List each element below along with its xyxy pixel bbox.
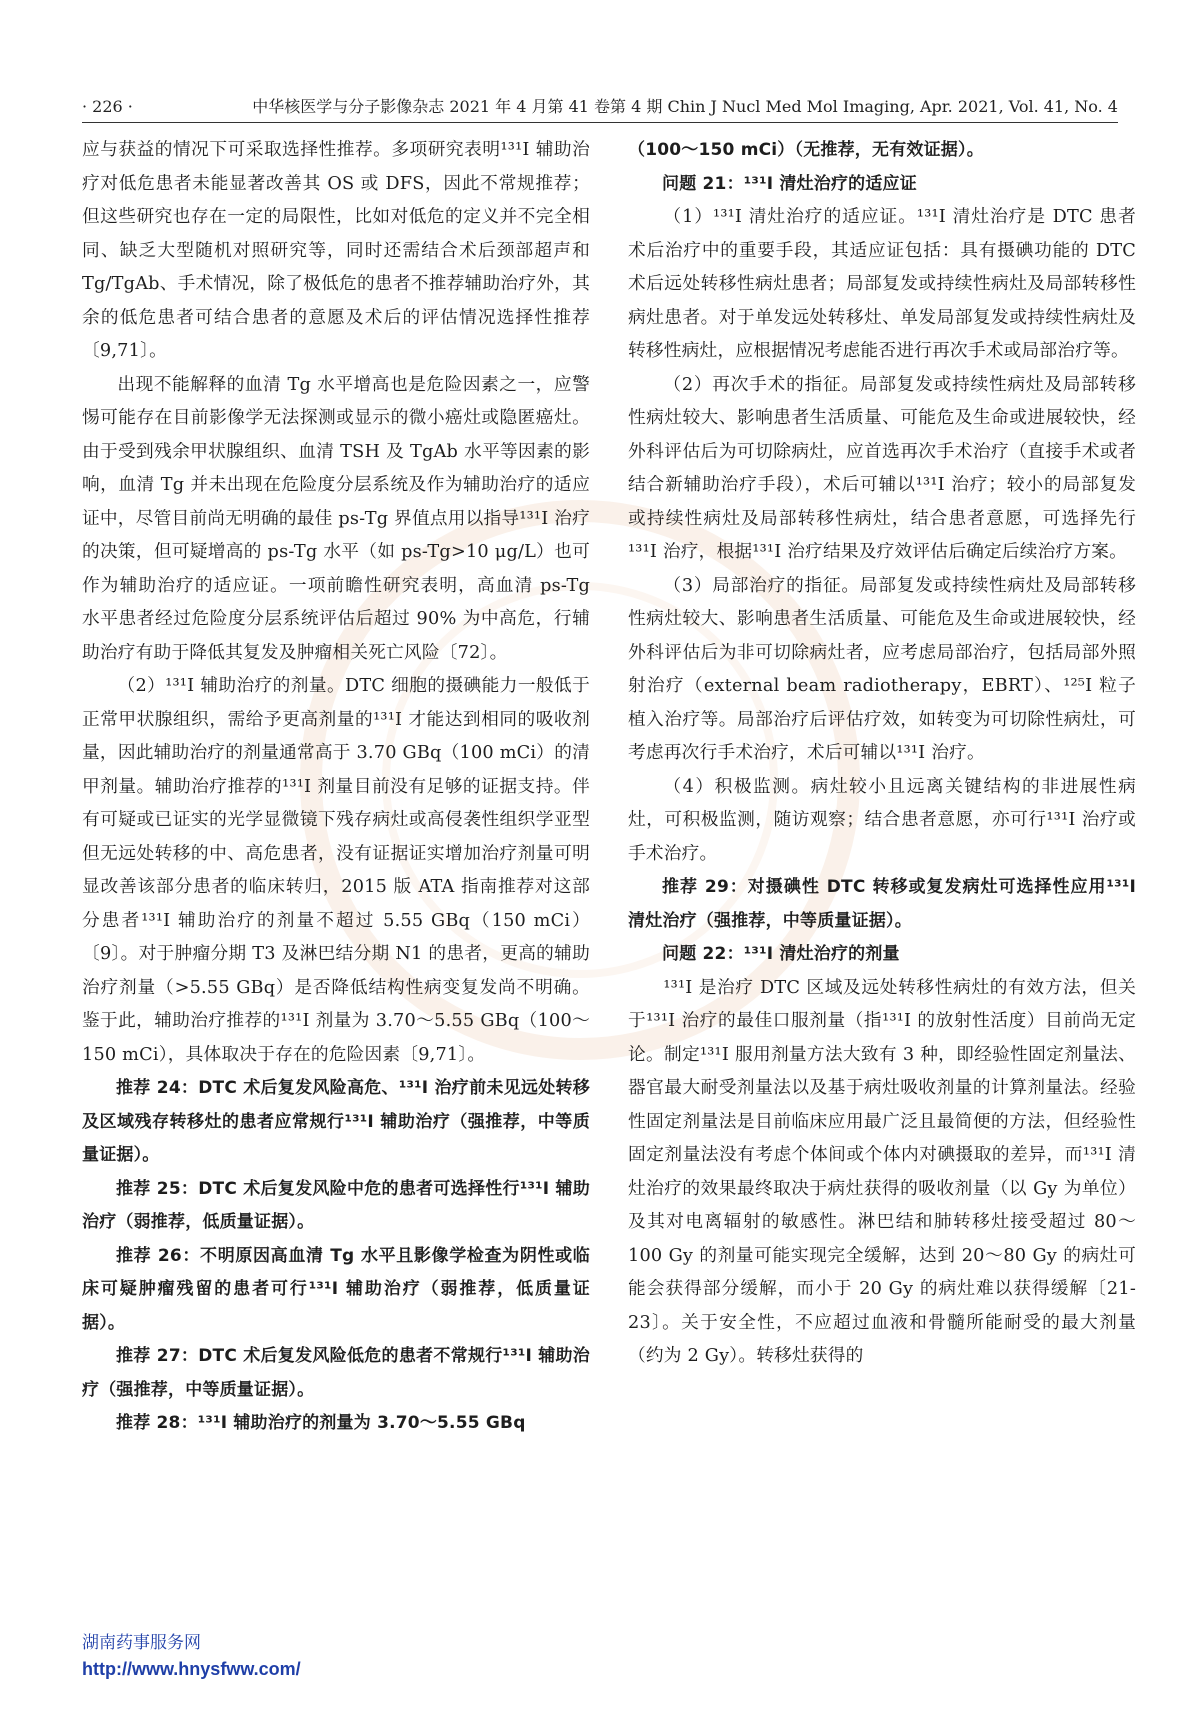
right-column xyxy=(628,134,1136,1374)
recommendation-29: 推荐 29：对摄碘性 DTC 转移或复发病灶可选择性应用¹³¹I 清灶治疗（强推荐，中等质量证据）。 xyxy=(628,877,1136,931)
paragraph: （1）¹³¹I 清灶治疗的适应证。¹³¹I 清灶治疗是 DTC 患者术后治疗中的重要手段，其适应证包括：具有摄碘功能的 DTC 术后远处转移性病灶患者；局部复发或持续性病灶及局部转移性病灶患者。对于单发远处转移灶、单发局部复发或持续性病灶及转移性病灶，应根据情况考虑能否进行再次手术或局部治疗等。 xyxy=(628,207,1136,361)
header-rule xyxy=(82,122,1118,123)
page-number: · 226 · xyxy=(82,97,133,116)
paragraph: 应与获益的情况下可采取选择性推荐。多项研究表明¹³¹I 辅助治疗对低危患者未能显著改善其 OS 或 DFS，因此不常规推荐；但这些研究也存在一定的局限性，比如对低危的定义并不完全相同、缺乏大型随机对照研究等，同时还需结合术后颈部超声和 Tg/TgAb、手术情况，除了极低危的患者不推荐辅助治疗外，其余的低危患者可结合患者的意愿及术后的评估情况选择性推荐〔9,71〕。 xyxy=(82,140,590,361)
paragraph: （2）¹³¹I 辅助治疗的剂量。DTC 细胞的摄碘能力一般低于正常甲状腺组织，需给予更高剂量的¹³¹I 才能达到相同的吸收剂量，因此辅助治疗的剂量通常高于 3.70 GBq（100 mCi）的清甲剂量。辅助治疗推荐的¹³¹I 剂量目前没有足够的证据支持。伴有可疑或已证实的光学显微镜下残存病灶或高侵袭性组织学亚型但无远处转移的中、高危患者，没有证据证实增加治疗剂量可明显改善该部分患者的临床转归，2015 版 ATA 指南推荐对这部分患者¹³¹I 辅助治疗的剂量不超过 5.55 GBq（150 mCi）〔9〕。对于肿瘤分期 T3 及淋巴结分期 N1 的患者，更高的辅助治疗剂量（>5.55 GBq）是否降低结构性病变复发尚不明确。鉴于此，辅助治疗推荐的¹³¹I 剂量为 3.70～5.55 GBq（100～150 mCi），具体取决于存在的危险因素〔9,71〕。 xyxy=(82,676,590,1065)
page-header xyxy=(82,96,1118,120)
left-column xyxy=(82,134,590,1441)
paragraph: （2）再次手术的指征。局部复发或持续性病灶及局部转移性病灶较大、影响患者生活质量、可能危及生命或进展较快，经外科评估后为可切除病灶，应首选再次手术治疗（直接手术或者结合新辅助治疗手段），术后可辅以¹³¹I 治疗；较小的局部复发或持续性病灶及局部转移性病灶，结合患者意愿，可选择先行¹³¹I 治疗，根据¹³¹I 治疗结果及疗效评估后确定后续治疗方案。 xyxy=(628,374,1136,562)
question-22-heading: 问题 22：¹³¹I 清灶治疗的剂量 xyxy=(662,944,900,964)
paragraph: （4）积极监测。病灶较小且远离关键结构的非进展性病灶，可积极监测，随访观察；结合患者意愿，亦可行¹³¹I 治疗或手术治疗。 xyxy=(628,776,1136,864)
recommendation-26: 推荐 26：不明原因高血清 Tg 水平且影像学检查为阴性或临床可疑肿瘤残留的患者可行¹³¹I 辅助治疗（弱推荐，低质量证据）。 xyxy=(82,1245,590,1333)
recommendation-24: 推荐 24：DTC 术后复发风险高危、¹³¹I 治疗前未见远处转移及区域残存转移灶的患者应常规行¹³¹I 辅助治疗（强推荐，中等质量证据）。 xyxy=(82,1078,590,1165)
site-footer xyxy=(82,1630,301,1682)
recommendation-28: 推荐 28：¹³¹I 辅助治疗的剂量为 3.70～5.55 GBq xyxy=(116,1413,526,1433)
journal-citation: 中华核医学与分子影像杂志 2021 年 4 月第 41 卷第 4 期 Chin J Nucl Med Mol Imaging, Apr. 2021, Vol. 41, No. 4 xyxy=(252,97,1118,116)
site-url-link[interactable]: http://www.hnysfww.com/ xyxy=(82,1659,301,1679)
site-name: 湖南药事服务网 xyxy=(82,1633,201,1652)
paragraph: （3）局部治疗的指征。局部复发或持续性病灶及局部转移性病灶较大、影响患者生活质量、可能危及生命或进展较快，经外科评估后为非可切除病灶者，应考虑局部治疗，包括局部外照射治疗（external beam radiotherapy，EBRT）、¹²⁵I 粒子植入治疗等。局部治疗后评估疗效，如转变为可切除性病灶，可考虑再次行手术治疗，术后可辅以¹³¹I 治疗。 xyxy=(628,575,1136,763)
paragraph: ¹³¹I 是治疗 DTC 区域及远处转移性病灶的有效方法，但关于¹³¹I 治疗的最佳口服剂量（指¹³¹I 的放射性活度）目前尚无定论。制定¹³¹I 服用剂量方法大致有 3 种，即经验性固定剂量法、器官最大耐受剂量法以及基于病灶吸收剂量的计算剂量法。经验性固定剂量法是目前临床应用最广泛且最简便的方法，但经验性固定剂量法没有考虑个体间或个体内对碘摄取的差异，而¹³¹I 清灶治疗的效果最终取决于病灶获得的吸收剂量（以 Gy 为单位）及其对电离辐射的敏感性。淋巴结和肺转移灶接受超过 80～100 Gy 的剂量可能实现完全缓解，达到 20～80 Gy 的病灶可能会获得部分缓解，而小于 20 Gy 的病灶难以获得缓解〔21-23〕。关于安全性，不应超过血液和骨髓所能耐受的最大剂量（约为 2 Gy）。转移灶获得的 xyxy=(628,977,1136,1366)
recommendation-25: 推荐 25：DTC 术后复发风险中危的患者可选择性行¹³¹I 辅助治疗（弱推荐，低质量证据）。 xyxy=(82,1178,590,1232)
paragraph: 出现不能解释的血清 Tg 水平增高也是危险因素之一，应警惕可能存在目前影像学无法探测或显示的微小癌灶或隐匿癌灶。由于受到残余甲状腺组织、血清 TSH 及 TgAb 水平等因素的影响，血清 Tg 并未出现在危险度分层系统及作为辅助治疗的适应证中，尽管目前尚无明确的最佳 ps-Tg 界值点用以指导¹³¹I 治疗的决策，但可疑增高的 ps-Tg 水平（如 ps-Tg>10 μg/L）也可作为辅助治疗的适应证。一项前瞻性研究表明，高血清 ps-Tg 水平患者经过危险度分层系统评估后超过 90% 为中高危，行辅助治疗有助于降低其复发及肿瘤相关死亡风险〔72〕。 xyxy=(82,374,590,663)
recommendation-28-continued: （100～150 mCi）（无推荐，无有效证据）。 xyxy=(628,140,984,160)
question-21-heading: 问题 21：¹³¹I 清灶治疗的适应证 xyxy=(662,173,917,194)
recommendation-27: 推荐 27：DTC 术后复发风险低危的患者不常规行¹³¹I 辅助治疗（强推荐，中等质量证据）。 xyxy=(82,1346,590,1400)
